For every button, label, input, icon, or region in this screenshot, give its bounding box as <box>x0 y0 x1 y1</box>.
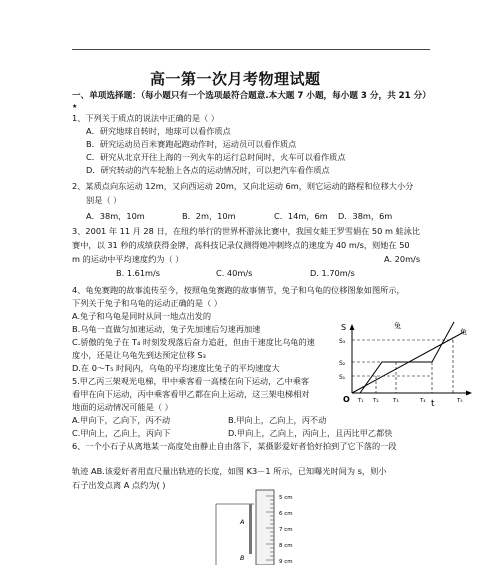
axis-t-label: t <box>431 399 435 406</box>
q6-stem-2: 轨迹 AB.该爱好者用直尺量出轨迹的长度，如图 K3－1 所示，已知曝光时间为 s，则小 <box>72 466 387 476</box>
q6-stem-1: 6、一个小石子从离地某一高度处由静止自由落下，某摄影爱好者恰好拍到了它下落的一段 <box>72 441 397 451</box>
q5-stem-3: 地面的运动情况可能是（ ） <box>72 402 173 412</box>
star-mark: ★ <box>72 103 78 110</box>
ruler-body <box>256 490 274 565</box>
q1-option-a[interactable]: A．研究地球自转时，地球可以看作质点 <box>86 126 231 136</box>
ruler-5cm: 5 cm <box>279 495 293 501</box>
ruler-8cm: 8 cm <box>279 543 293 549</box>
graph-y-arrow <box>350 324 355 330</box>
q4-option-b[interactable]: B.乌龟一直做匀加速运动，兔子先加速后匀速再加速 <box>72 324 261 334</box>
turtle-line <box>352 332 464 393</box>
q4-stem-2: 下列关于兔子和乌龟的运动正确的是（ ） <box>72 298 222 308</box>
ruler-7cm: 7 cm <box>279 527 293 533</box>
q2-stem-2: 别是（ ） <box>86 195 122 205</box>
q5-option-d[interactable]: D.甲向上，乙向上，丙向上，且丙比甲乙都快 <box>228 428 393 438</box>
q5-option-c[interactable]: C.甲向上，乙向上，丙向下 <box>72 428 171 438</box>
q4-option-c-2: 度小，还是让乌龟先到达预定位移 S₃ <box>72 350 206 360</box>
s3-label: S₃ <box>339 338 346 345</box>
t2-label: T₂ <box>373 398 379 404</box>
q1-option-b[interactable]: B．研究运动员百米赛跑起跑动作时，运动员可以看作质点 <box>86 139 297 149</box>
q4-option-d[interactable]: D.在 0～T₅ 时间内，乌龟的平均速度比兔子的平均速度大 <box>72 363 280 373</box>
t5-label: T₅ <box>457 398 463 404</box>
trajectory-ab <box>249 504 252 554</box>
t1-label: T₁ <box>358 398 364 404</box>
s1-label: S₁ <box>339 374 346 381</box>
q5-option-b[interactable]: B.甲向上，乙向上，丙不动 <box>228 415 327 425</box>
q3-stem-2: 赛中，以 31 秒的成绩获得金牌，高科技记录仪测得她冲刺终点的速度为 40 m/s，则她在 50 <box>72 240 410 250</box>
q4-stem-1: 4、龟兔赛跑的故事流传至今，按照龟兔赛跑的故事情节，兔子和乌龟的位移图象如图所示， <box>72 285 405 295</box>
point-b-label: B <box>240 554 245 562</box>
q6-stem-3: 石子出发点离 A 点约为( ) <box>72 480 166 490</box>
q2-option-d[interactable]: D．38m，6m <box>338 211 393 221</box>
rabbit-line <box>360 322 454 393</box>
position-time-graph <box>336 318 476 406</box>
q3-stem-3: m 的运动中平均速度约为（ ） <box>72 254 184 264</box>
q5-stem-2: 看甲在向下运动，丙中乘客看甲乙都在向上运动，这三架电梯相对 <box>72 389 310 399</box>
s2-label: S₂ <box>339 360 346 367</box>
t3-label: T₃ <box>393 398 399 404</box>
origin-label: O <box>343 395 350 404</box>
point-a-label: A <box>240 518 245 526</box>
q4-option-a[interactable]: A.兔子和乌龟是同时从同一地点出发的 <box>72 311 212 321</box>
rabbit-label: 兔 <box>394 322 401 330</box>
q3-option-c[interactable]: C. 40m/s <box>216 268 253 278</box>
q2-option-b[interactable]: B．2m，10m <box>182 211 236 221</box>
q2-option-a[interactable]: A．38m，10m <box>86 211 145 221</box>
q3-stem-1: 3、2001 年 11 月 28 日，在纽约举行的世界杯游泳比赛中，我国女蛙王罗雪娟在 50 m 蛙泳比 <box>72 226 421 236</box>
q2-stem-1: 2、某质点向东运动 12m，又向西运动 20m，又向北运动 6m，则它运动的路程和位移大小分 <box>72 181 414 191</box>
ruler-9cm: 9 cm <box>279 559 293 565</box>
t4-label: T₄ <box>420 398 426 404</box>
q3-option-a[interactable]: A. 20m/s <box>384 254 421 264</box>
q5-stem-1: 5.甲乙丙三架观光电梯，甲中乘客看一高楼在向下运动，乙中乘客 <box>72 376 310 386</box>
q1-option-d[interactable]: D．研究转动的汽车轮胎上各点的运动情况时，可以把汽车看作质点 <box>86 165 330 175</box>
q4-option-c-1[interactable]: C.骄傲的兔子在 T₄ 时刻发现落后奋力追赶，但由于速度比乌龟的速 <box>72 337 315 347</box>
ruler-figure <box>210 488 330 565</box>
axis-s-label: S <box>341 323 347 332</box>
section-header: 一、单项选择题：（每小题只有一个选项最符合题意.本大题 7 小题，每小题 3 分，共 21 分） <box>72 91 431 101</box>
q3-option-b[interactable]: B. 1.61m/s <box>116 268 161 278</box>
turtle-label: 龟 <box>460 328 467 336</box>
q5-option-a[interactable]: A.甲向下，乙向下，丙不动 <box>72 415 171 425</box>
top-rule <box>72 49 430 50</box>
graph-x-arrow <box>466 391 472 396</box>
page-title: 高一第一次月考物理试题 <box>150 70 321 88</box>
q1-option-c[interactable]: C．研究从北京开往上海的一列火车的运行总时间时，火车可以看作质点 <box>86 152 346 162</box>
q3-option-d[interactable]: D. 1.70m/s <box>310 268 355 278</box>
q1-stem: 1、下列关于质点的说法中正确的是（ ） <box>72 113 219 123</box>
q2-option-c[interactable]: C．14m，6m <box>274 211 328 221</box>
ruler-6cm: 6 cm <box>279 511 293 517</box>
